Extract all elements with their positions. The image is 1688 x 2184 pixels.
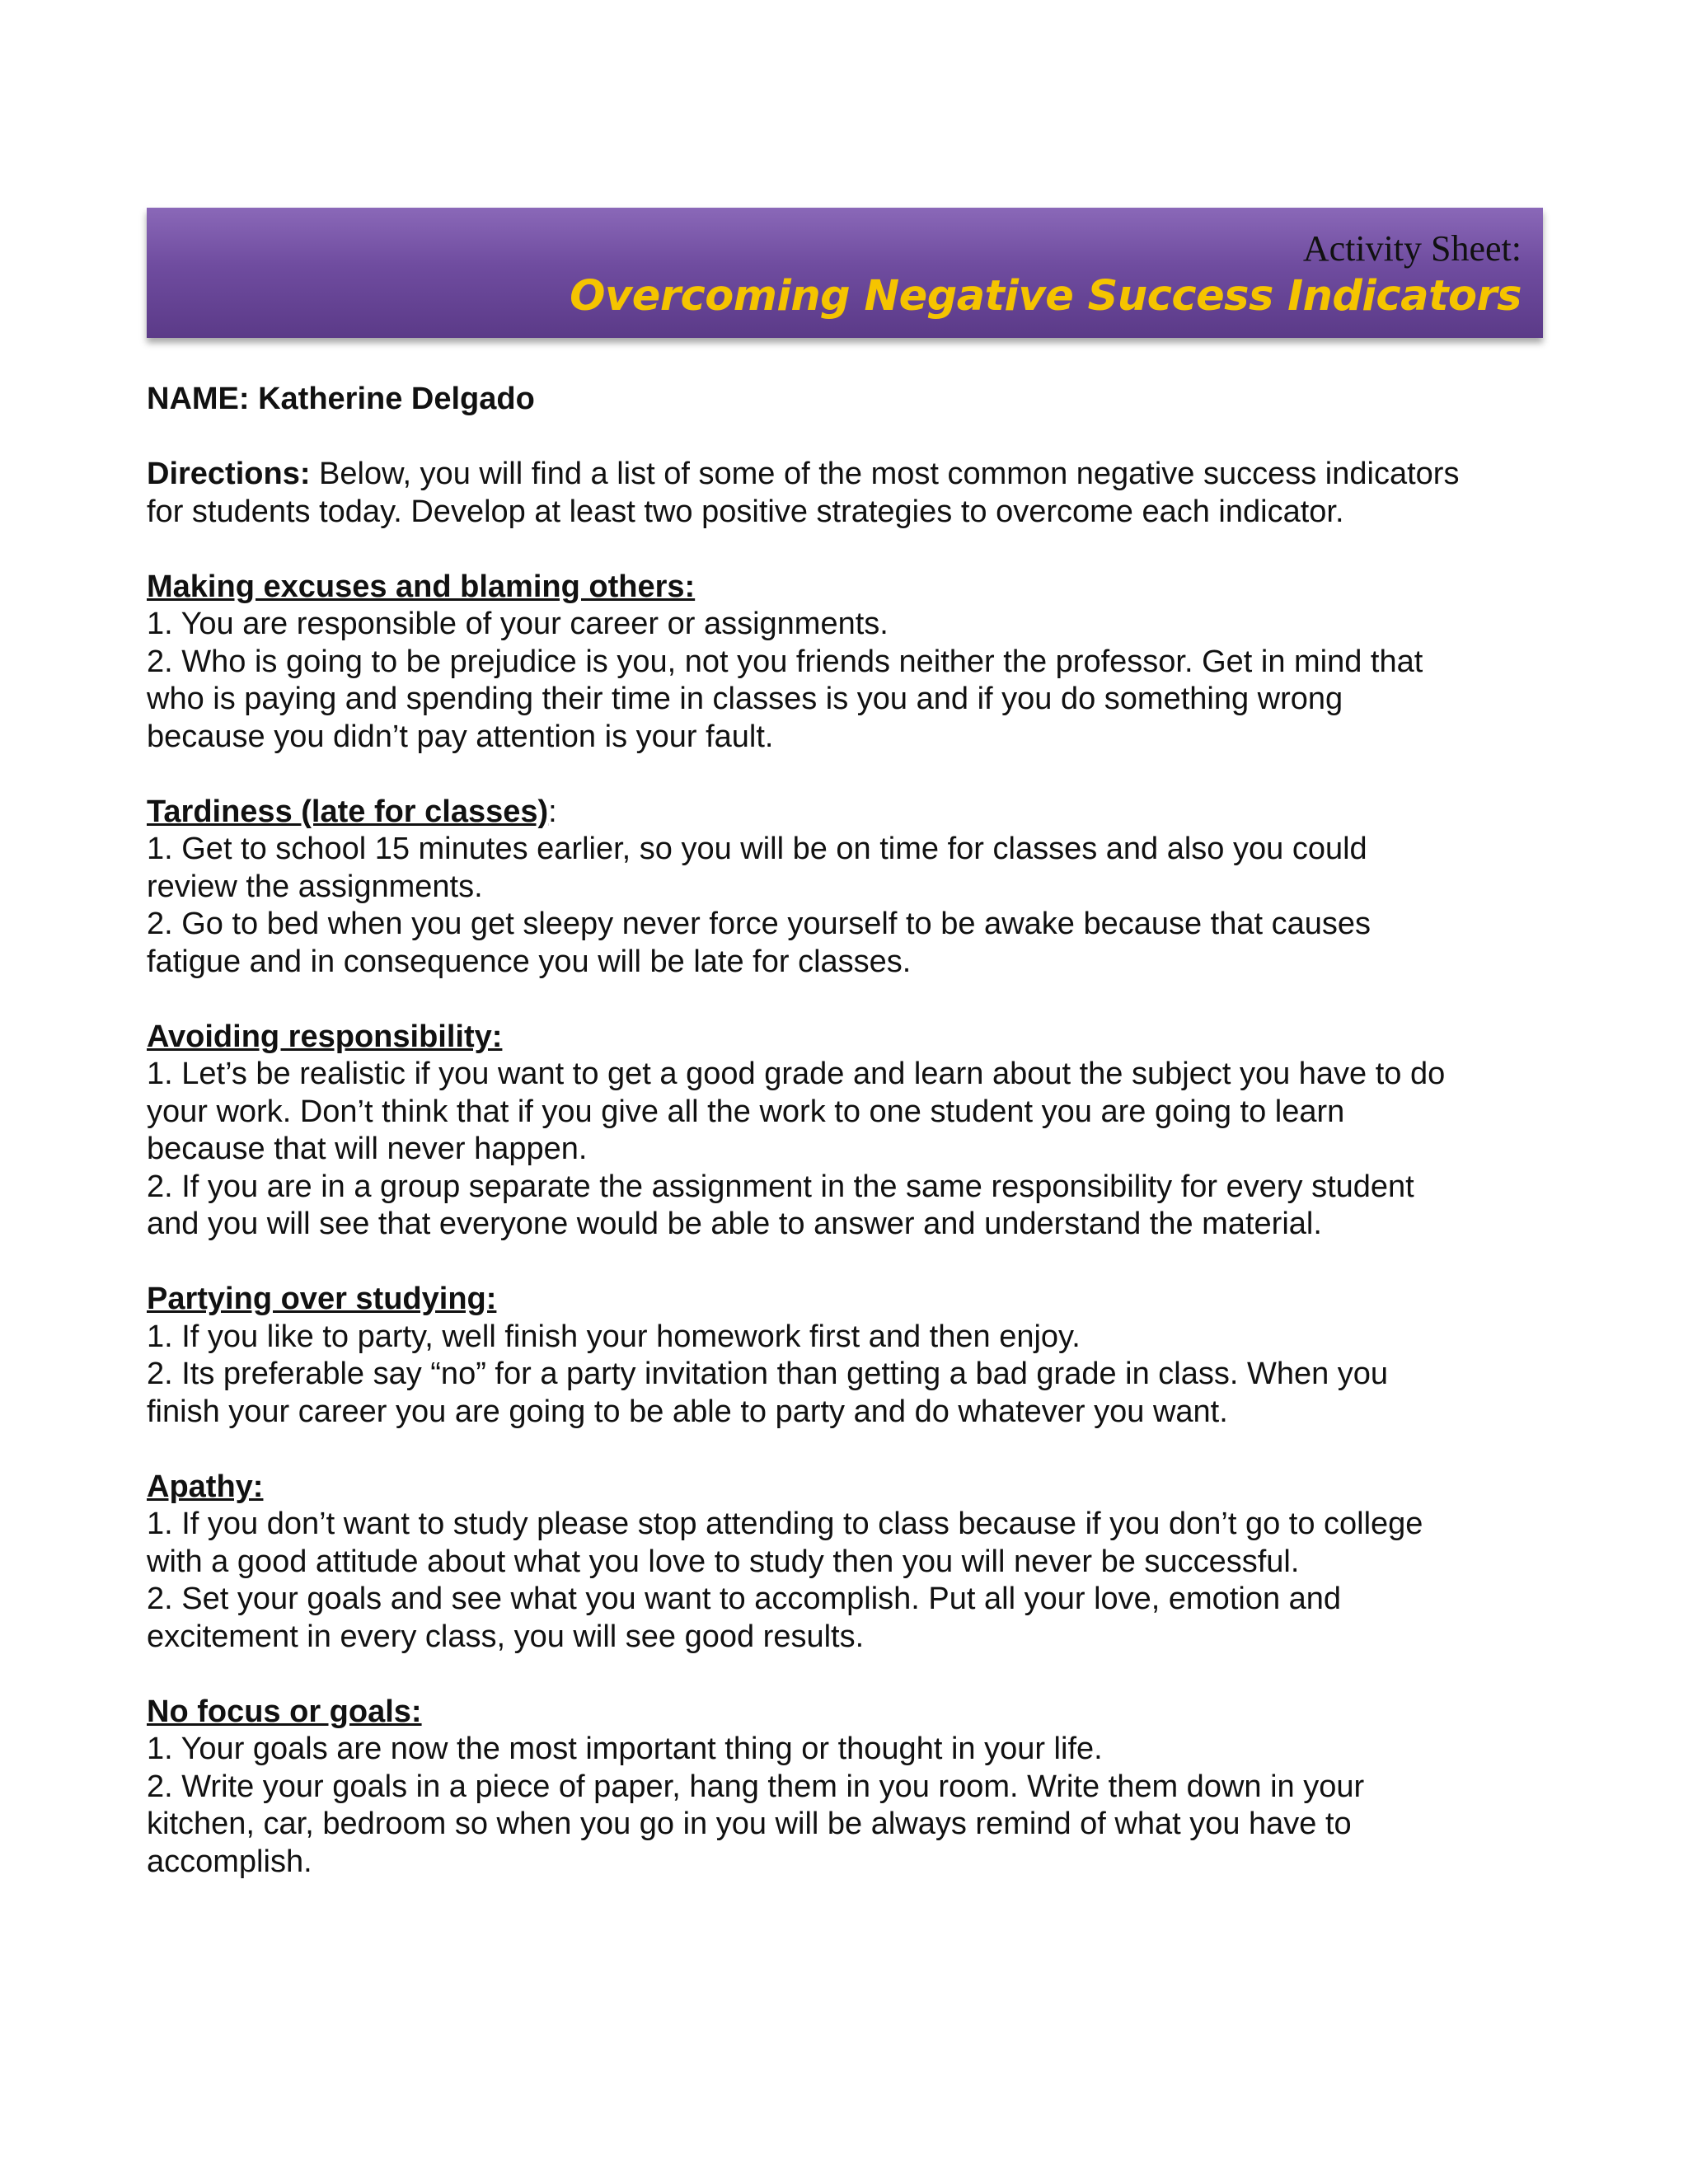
strategy-line: who is paying and spending their time in classes is you and if you do something wrong: [147, 682, 1343, 716]
indicator-section: [147, 756, 1548, 981]
section-heading-line: [147, 1019, 1548, 1057]
strategy-line: because that will never happen.: [147, 1132, 588, 1166]
student-name: NAME: Katherine Delgado: [147, 382, 535, 416]
strategy-line: 1. If you like to party, well finish your homework first and then enjoy.: [147, 1319, 1081, 1354]
activity-sheet-banner: [147, 208, 1543, 338]
strategy-line: accomplish.: [147, 1844, 312, 1879]
strategy-line: 1. You are responsible of your career or assignments.: [147, 607, 889, 641]
strategy-line: 2. Who is going to be prejudice is you, not you friends neither the professor. Get in mind that: [147, 644, 1423, 679]
strategy-line: excitement in every class, you will see good results.: [147, 1619, 865, 1654]
strategy-line: kitchen, car, bedroom so when you go in you will be always remind of what you have to: [147, 1807, 1352, 1841]
strategy-line: because you didn’t pay attention is your fault.: [147, 719, 774, 754]
indicator-section: [147, 1656, 1548, 1881]
section-heading: Partying over studying:: [147, 1282, 497, 1316]
directions-text-1: Below, you will find a list of some of the most common negative success indicators: [310, 457, 1460, 491]
strategy-line: finish your career you are going to be able to party and do whatever you want.: [147, 1394, 1228, 1429]
directions-line-1: [147, 456, 1548, 494]
section-heading-line: [147, 1281, 1548, 1319]
section-heading: Avoiding responsibility:: [147, 1019, 503, 1054]
indicator-sections: [147, 531, 1548, 1881]
section-heading-line: [147, 1694, 1548, 1732]
section-heading-line: [147, 1469, 1548, 1507]
directions-line-2: for students today. Develop at least two positive strategies to overcome each indicator.: [147, 494, 1344, 529]
directions-label: Directions:: [147, 457, 311, 491]
section-heading-line: [147, 794, 1548, 832]
section-heading-line: [147, 569, 1548, 607]
strategy-line: 2. Write your goals in a piece of paper, hang them in you room. Write them down in your: [147, 1769, 1365, 1804]
banner-title: Overcoming Negative Success Indicators: [570, 272, 1522, 321]
indicator-section: [147, 1431, 1548, 1656]
strategy-line: 1. Your goals are now the most important thing or thought in your life.: [147, 1732, 1103, 1766]
section-heading: Apathy:: [147, 1469, 264, 1504]
strategy-line: review the assignments.: [147, 869, 483, 904]
strategy-line: your work. Don’t think that if you give all the work to one student you are going to learn: [147, 1094, 1345, 1129]
strategy-line: fatigue and in consequence you will be late for classes.: [147, 944, 912, 979]
indicator-section: [147, 531, 1548, 756]
indicator-section: [147, 981, 1548, 1244]
strategy-line: 1. Let’s be realistic if you want to get a good grade and learn about the subject you have to do: [147, 1057, 1446, 1091]
section-heading: Making excuses and blaming others:: [147, 569, 696, 604]
indicator-section: [147, 1244, 1548, 1432]
strategy-line: 2. Go to bed when you get sleepy never force yourself to be awake because that causes: [147, 907, 1372, 941]
strategy-line: 2. If you are in a group separate the assignment in the same responsibility for every student: [147, 1169, 1414, 1204]
banner-subtitle: Activity Sheet:: [1302, 228, 1522, 269]
section-heading: No focus or goals:: [147, 1694, 422, 1729]
worksheet-content: [147, 381, 1548, 1881]
strategy-line: 1. Get to school 15 minutes earlier, so you will be on time for classes and also you could: [147, 832, 1367, 866]
strategy-line: 2. Its preferable say “no” for a party invitation than getting a bad grade in class. When you: [147, 1357, 1389, 1391]
strategy-line: with a good attitude about what you love to study then you will never be successful.: [147, 1544, 1300, 1579]
section-heading: Tardiness (late for classes): [147, 794, 549, 829]
strategy-line: and you will see that everyone would be able to answer and understand the material.: [147, 1207, 1322, 1241]
strategy-line: 2. Set your goals and see what you want to accomplish. Put all your love, emotion and: [147, 1582, 1342, 1616]
section-heading-suffix: :: [548, 794, 557, 829]
strategy-line: 1. If you don’t want to study please stop attending to class because if you don’t go to college: [147, 1507, 1423, 1541]
